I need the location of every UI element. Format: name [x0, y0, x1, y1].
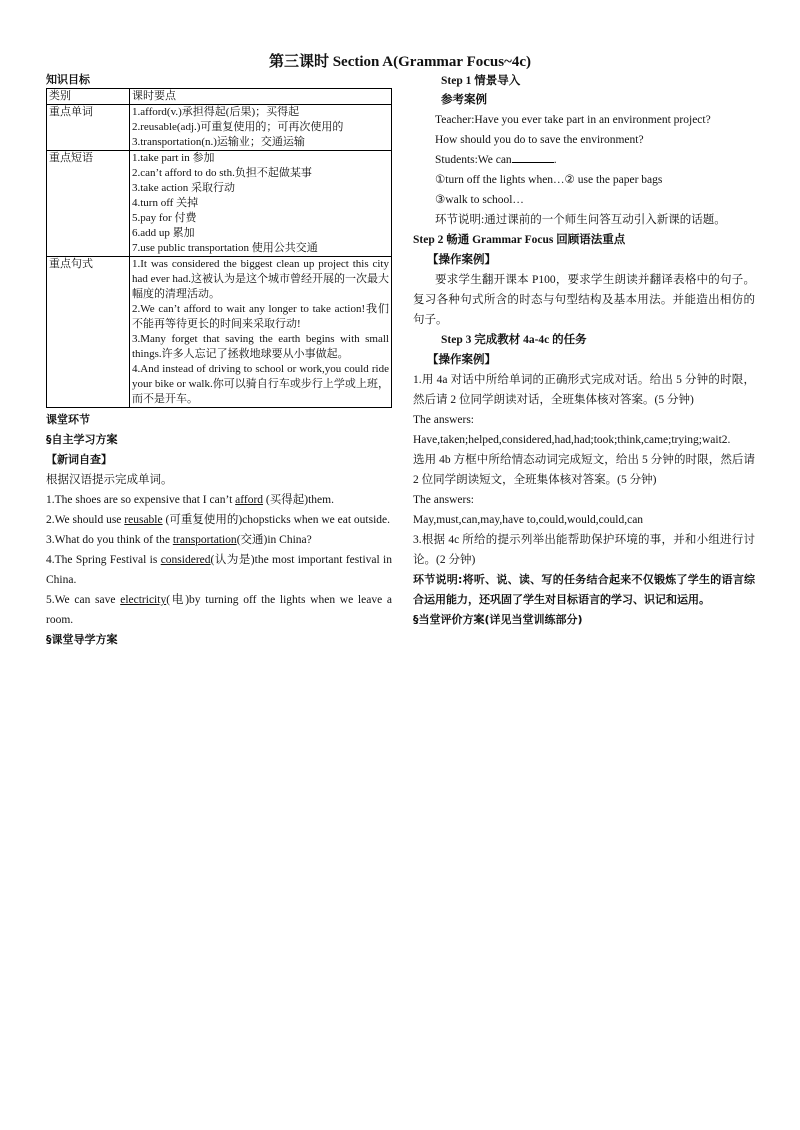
answers-label: The answers: [413, 414, 474, 426]
question-line: How should you do to save the environment? [435, 134, 644, 146]
exercise-item [46, 490, 392, 510]
students-text: Students:We can [435, 154, 512, 166]
step2-heading: Step 2 畅通 Grammar Focus 回顾语法重点 [413, 234, 626, 246]
table-line: 1.It was considered the biggest clean up project this city had ever had.这被认为是这个城市曾经开展的一次最大幅度的清理活动。 [132, 258, 389, 300]
note-line: 环节说明:将听、说、读、写的任务结合起来不仅锻炼了学生的语言综合运用能力，还巩固了学生对目标语言的学习、识记和运用。 [413, 573, 755, 606]
answers-label: The answers: [413, 494, 474, 506]
guide-heading: §课堂导学方案 [46, 633, 118, 646]
left-column [46, 72, 392, 650]
table-line: 7.use public transportation 使用公共交通 [132, 242, 318, 254]
operation-heading: 【操作案例】 [427, 254, 496, 266]
exercise-answer: afford [235, 494, 264, 506]
exercise-text: (买得起)them. [263, 494, 334, 506]
task-line: 1.用 4a 对话中所给单词的正确形式完成对话。给出 5 分钟的时限，然后请 2 位同学朗读对话，全班集体核对答案。(5 分钟) [413, 374, 755, 406]
instruction: 根据汉语提示完成单词。 [46, 474, 173, 486]
table-line: 1.take part in 参加 [132, 152, 215, 164]
option-line: ③walk to school… [435, 194, 524, 206]
exercise-text: (可重复使用的)chopsticks when we eat outside. [162, 514, 391, 526]
new-words-heading: 【新词自查】 [46, 453, 112, 466]
table-header-category: 类别 [47, 89, 130, 105]
teacher-line: Teacher:Have you ever take part in an environment project? [435, 114, 711, 126]
reference-heading: 参考案例 [441, 94, 487, 106]
table-row [47, 105, 392, 151]
row-category: 重点句式 [47, 257, 130, 408]
exercise-text: 5.We can save [46, 594, 121, 606]
table-line: 4.turn off 关掉 [132, 197, 199, 209]
table-line: 3.transportation(n.)运输业；交通运输 [132, 136, 305, 148]
step1-heading: Step 1 情景导入 [441, 75, 521, 87]
task-line: 3.根据 4c 所给的提示列举出能帮助保护环境的事，并和小组进行讨论。(2 分钟) [413, 534, 755, 566]
class-heading: 课堂环节 [46, 413, 90, 426]
self-study-heading: §自主学习方案 [46, 433, 118, 446]
table-line: 2.We can’t afford to wait any longer to take action!我们不能再等待更长的时间来采取行动! [132, 303, 389, 330]
table-line: 6.add up 累加 [132, 227, 195, 239]
exercise-item [46, 530, 392, 550]
step3-heading: Step 3 完成教材 4a-4c 的任务 [441, 334, 587, 346]
operation-heading: 【操作案例】 [427, 354, 496, 366]
answers-line: Have,taken;helped,considered,had,had;took;think,came;trying;wait2. [413, 434, 731, 446]
table-header-row [47, 89, 392, 105]
exercise-item [46, 590, 392, 630]
row-category: 重点短语 [47, 151, 130, 257]
exercise-answer: considered [160, 554, 211, 566]
table-row [47, 257, 392, 408]
table-line: 5.pay for 付费 [132, 212, 197, 224]
goals-heading: 知识目标 [46, 73, 90, 86]
exercise-text: (电)by turning off the lights when we leave a room. [46, 594, 392, 626]
page-title: 第三课时 Section A(Grammar Focus~4c) [268, 54, 532, 70]
task-line: 选用 4b 方框中所给情态动词完成短文，给出 5 分钟的时限，然后请 2 位同学朗读短文，全班集体核对答案。(5 分钟) [413, 454, 755, 486]
table-line: 3.take action 采取行动 [132, 182, 235, 194]
exercise-text: (认为是)the most important festival in China. [46, 554, 392, 586]
exercise-answer: electricity [120, 594, 167, 606]
knowledge-table [46, 88, 392, 408]
exercise-text: 3.What do you think of the [46, 534, 173, 546]
answer-blank[interactable] [512, 150, 554, 163]
students-line [413, 150, 755, 170]
table-line: 3.Many forget that saving the earth begins with small things.许多人忘记了拯救地球要从小事做起。 [132, 333, 389, 360]
evaluation-heading: §当堂评价方案(详见当堂训练部分) [413, 613, 583, 626]
table-header-points: 课时要点 [130, 89, 392, 105]
exercise-item [46, 510, 392, 530]
exercise-text: 2.We should use [46, 514, 125, 526]
note-line: 环节说明:通过课前的一个师生问答互动引入新课的话题。 [435, 214, 726, 226]
exercise-text: 1.The shoes are so expensive that I can’t [46, 494, 236, 506]
exercise-text: (交通)in China? [236, 534, 312, 546]
students-end: . [553, 154, 557, 166]
right-column [413, 72, 755, 630]
exercise-item [46, 550, 392, 590]
table-line: 1.afford(v.)承担得起(后果)；买得起 [132, 106, 300, 118]
answers-line: May,must,can,may,have to,could,would,could,can [413, 514, 644, 526]
table-row [47, 151, 392, 257]
exercise-answer: reusable [124, 514, 163, 526]
row-category: 重点单词 [47, 105, 130, 151]
exercise-text: 4.The Spring Festival is [46, 554, 161, 566]
option-line: ①turn off the lights when…② use the paper bags [435, 174, 663, 186]
step2-text: 要求学生翻开课本 P100，要求学生朗读并翻译表格中的句子。复习各种句式所含的时态与句型结构及基本用法。并能造出相仿的句子。 [413, 274, 755, 326]
table-line: 4.And instead of driving to school or work,you could ride your bike or walk.你可以骑自行车或步行上学或上班，而不是开车。 [132, 363, 389, 405]
table-line: 2.reusable(adj.)可重复使用的；可再次使用的 [132, 121, 344, 133]
exercise-answer: transportation [172, 534, 237, 546]
table-line: 2.can’t afford to do sth.负担不起做某事 [132, 167, 312, 179]
